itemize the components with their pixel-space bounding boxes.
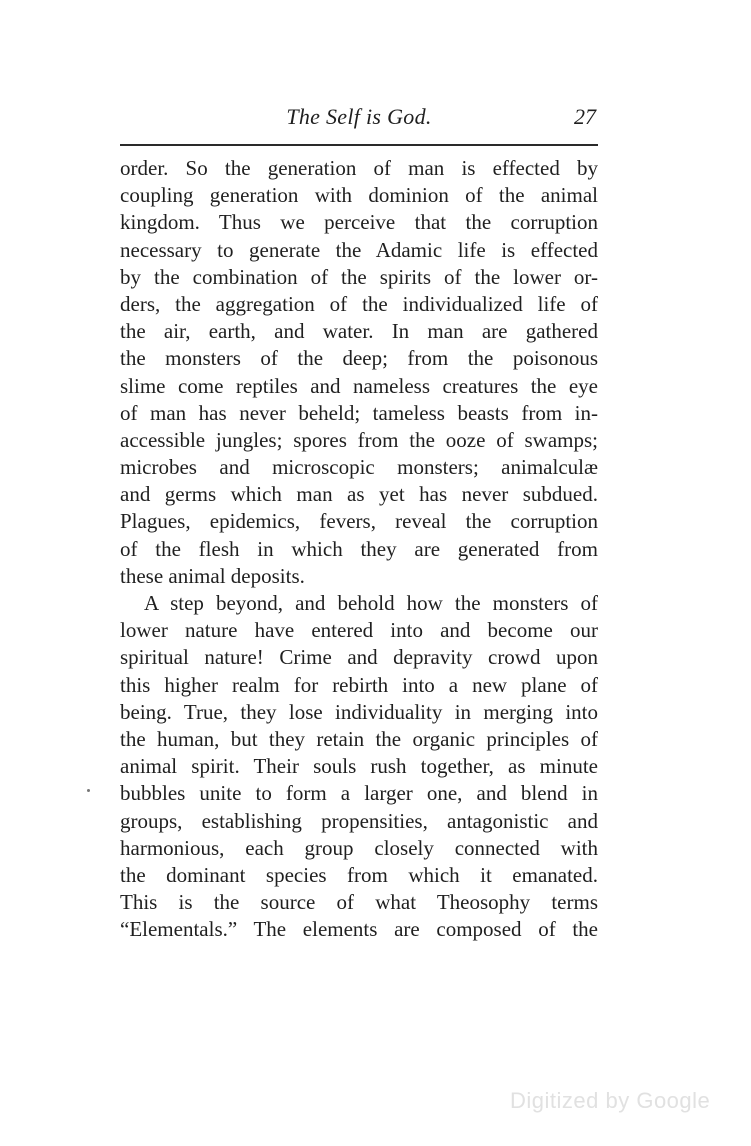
text-line: kingdom. Thus we perceive that the corruption	[120, 210, 598, 235]
text-line: animal spirit. Their souls rush together, as minute	[120, 754, 598, 779]
text-line: bubbles unite to form a larger one, and blend in	[120, 781, 598, 806]
page-body	[120, 155, 598, 943]
text-line: of the flesh in which they are generated from	[120, 536, 598, 561]
text-line: of man has never beheld; tameless beasts from in-	[120, 400, 598, 425]
text-line: order. So the generation of man is effected by	[120, 156, 598, 180]
text-line: accessible jungles; spores from the ooze of swamps;	[120, 427, 598, 452]
text-line: the dominant species from which it emanated.	[120, 862, 598, 887]
text-line: spiritual nature! Crime and depravity crowd upon	[120, 645, 598, 670]
google-watermark: Digitized by Google	[510, 1088, 711, 1113]
paragraph-1	[120, 155, 598, 590]
text-line: by the combination of the spirits of the lower or-	[120, 264, 598, 289]
text-line: groups, establishing propensities, antagonistic and	[120, 808, 598, 833]
text-line: A step beyond, and behold how the monsters of	[144, 591, 598, 615]
text-line: coupling generation with dominion of the animal	[120, 183, 598, 208]
text-line: necessary to generate the Adamic life is effected	[120, 237, 598, 262]
page-number: 27	[574, 104, 596, 129]
text-line: the air, earth, and water. In man are gathered	[120, 319, 598, 344]
margin-mark	[87, 789, 90, 792]
text-line: harmonious, each group closely connected with	[120, 835, 598, 860]
text-line: slime come reptiles and nameless creatures the eye	[120, 373, 598, 398]
text-line: being. True, they lose individuality in merging into	[120, 699, 598, 724]
running-title: The Self is God.	[286, 104, 432, 129]
running-header	[120, 104, 598, 140]
text-line: these animal deposits.	[120, 563, 305, 588]
text-line: microbes and microscopic monsters; animalculæ	[120, 455, 598, 480]
text-line: and germs which man as yet has never subdued.	[120, 482, 598, 507]
text-line: This is the source of what Theosophy terms	[120, 890, 598, 915]
text-line: the human, but they retain the organic principles of	[120, 726, 598, 751]
text-line: “Elementals.” The elements are composed of the	[120, 917, 598, 942]
text-line: this higher realm for rebirth into a new plane of	[120, 672, 598, 697]
text-line: Plagues, epidemics, fevers, reveal the corruption	[120, 509, 598, 534]
header-rule	[120, 144, 598, 146]
text-line: the monsters of the deep; from the poisonous	[120, 346, 598, 371]
paragraph-2	[120, 590, 598, 943]
text-line: lower nature have entered into and become our	[120, 618, 598, 643]
text-line: ders, the aggregation of the individualized life of	[120, 291, 598, 316]
